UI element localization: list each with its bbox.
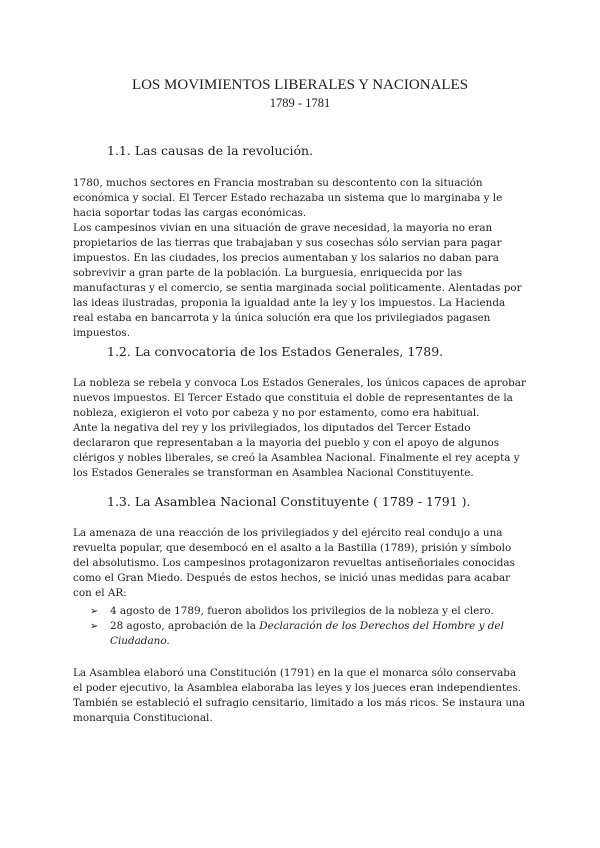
paragraph: 1780, muchos sectores en Francia mostraban su descontento con la situación económica y social. El Tercer Estado rechazaba un sistema que lo marginaba y le hacia soportar todas las cargas económicas.: [73, 177, 503, 219]
section-heading-convocatoria: 1.2. La convocatoria de los Estados Generales, 1789.: [107, 344, 444, 359]
section-body-asamblea: [73, 526, 528, 601]
section-body-causas: [73, 176, 528, 341]
list-item: ➢ 28 agosto, aprobación de la Declaración de los Derechos del Hombre y del Ciudadano.: [90, 620, 504, 647]
measures-list: [90, 604, 530, 649]
section-closing-asamblea: [73, 666, 528, 726]
paragraph: Los campesinos vivian en una situación de grave necesidad, la mayoria no eran propietarios de las tierras que trabajaban y sus cosechas sólo servian para pagar impuestos. En las ciudades, los precios aumentaban y los salarios no daban para sobrevivir a gran parte de la población. La burguesia, enriquecida por las manufacturas y el comercio, se sentia marginada social politicamente. Alentadas por las ideas ilustradas, proponia la igualdad ante la ley y los impuestos. La Hacienda real estaba en bancarrota y la única solución era que los privilegiados pagasen impuestos.: [73, 222, 522, 339]
paragraph: Ante la negativa del rey y los privilegiados, los diputados del Tercer Estado declararon que representaban a la mayoria del pueblo y con el apoyo de algunos clérigos y nobles liberales, se creó la Asamblea Nacional. Finalmente el rey acepta y los Estados Generales se transforman en Asamblea Nacional Constituyente.: [73, 422, 520, 479]
paragraph: También se estableció el sufragio censitario, limitado a los más ricos. Se instaura una monarquia Constitucional.: [73, 697, 526, 724]
document-dates: 1789 - 1781: [269, 96, 331, 110]
list-item: ➢ 4 agosto de 1789, fueron abolidos los privilegios de la nobleza y el clero.: [90, 605, 494, 617]
paragraph: La amenaza de una reacción de los privilegiados y del ejército real condujo a una revuelta popular, que desembocó en el asalto a la Bastilla (1789), prisión y símbolo del absolutismo. Los campesinos protagonizaron revueltas antiseñoriales conocidas como el Gran Miedo. Después de estos hechos, se inició unas medidas para acabar con el AR:: [73, 527, 515, 599]
section-heading-asamblea: 1.3. La Asamblea Nacional Constituyente ( 1789 - 1791 ).: [107, 494, 471, 509]
paragraph: La Asamblea elaboró una Constitución (1791) en la que el monarca sólo conservaba el poder ejecutivo, la Asamblea elaboraba las leyes y los jueces eran independientes.: [73, 667, 521, 694]
declaration-title: Declaración de los Derechos del Hombre y del Ciudadano.: [110, 620, 504, 647]
section-body-convocatoria: [73, 376, 528, 481]
arrow-bullet-icon: ➢: [90, 621, 99, 632]
arrow-bullet-icon: ➢: [90, 606, 99, 617]
paragraph: La nobleza se rebela y convoca Los Estados Generales, los únicos capaces de aprobar nuevos impuestos. El Tercer Estado que constituia el doble de representantes de la nobleza, exigieron el voto por cabeza y no por estamento, como era habitual.: [73, 377, 526, 419]
section-heading-causas: 1.1. Las causas de la revolución.: [107, 143, 314, 158]
document-title: LOS MOVIMIENTOS LIBERALES Y NACIONALES: [131, 77, 469, 93]
